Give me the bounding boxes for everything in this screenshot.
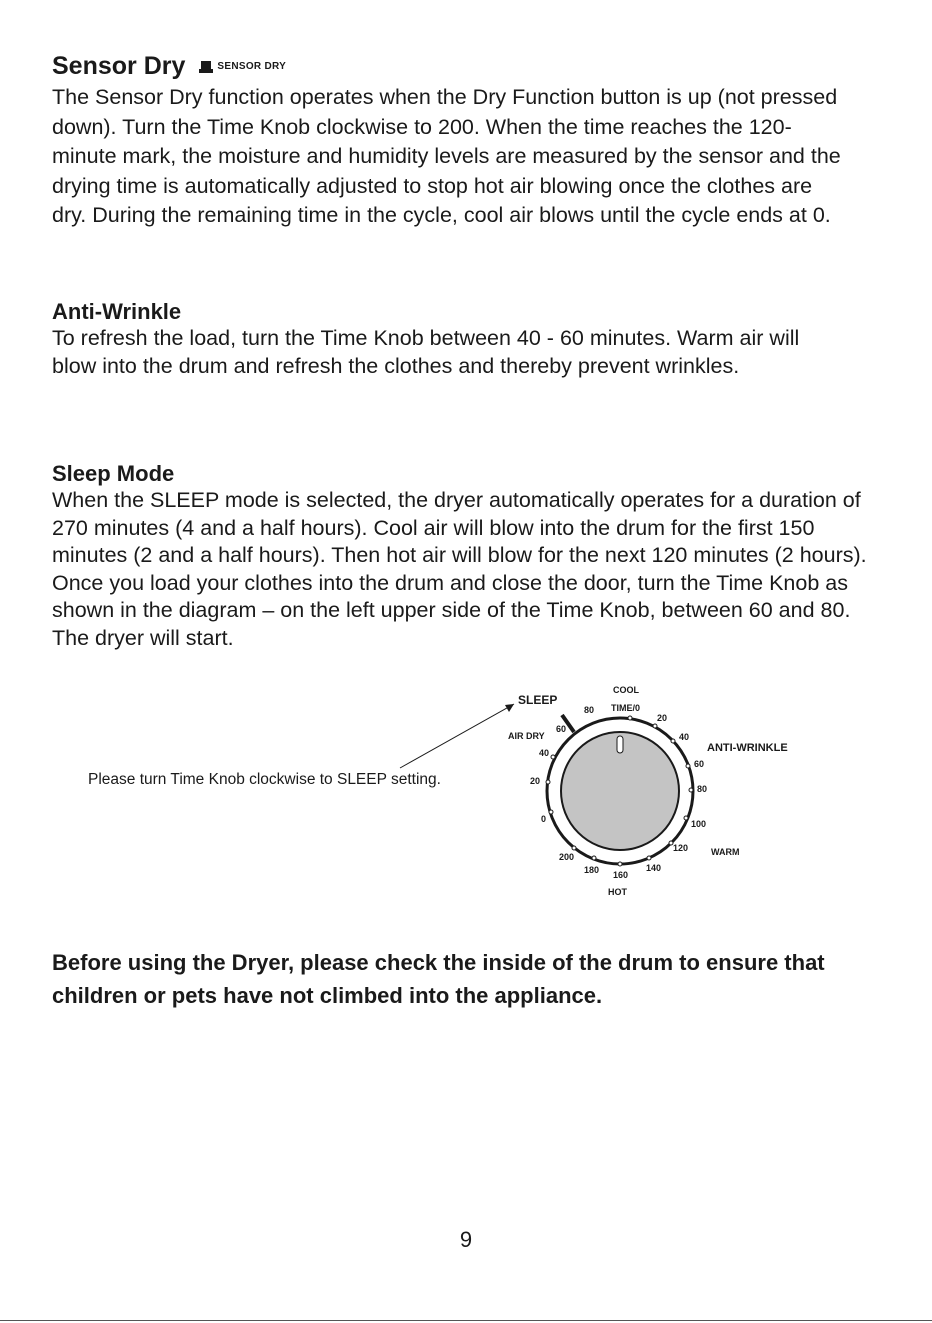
- tick-20-right: 20: [657, 713, 668, 723]
- tick-20-left: 20: [530, 776, 541, 786]
- sensor-dry-badge-label: SENSOR DRY: [217, 61, 287, 72]
- tick-40-right: 40: [679, 732, 690, 742]
- tick-80-left: 80: [584, 705, 595, 715]
- tick-60-right: 60: [694, 759, 705, 769]
- anti-wrinkle-label: ANTI-WRINKLE: [707, 742, 788, 754]
- cool-label: COOL: [613, 685, 639, 695]
- tick-160: 160: [613, 870, 629, 880]
- tick-120: 120: [673, 843, 689, 853]
- tick-140: 140: [646, 863, 662, 873]
- anti-wrinkle-heading: Anti-Wrinkle: [52, 299, 182, 324]
- hot-label: HOT: [608, 887, 627, 897]
- tick-180: 180: [584, 865, 600, 875]
- sleep-mode-heading: Sleep Mode: [52, 461, 175, 486]
- tick-0: 0: [541, 814, 547, 824]
- warm-label: WARM: [711, 847, 740, 857]
- pointer-line: [400, 704, 514, 768]
- diagram-caption: Please turn Time Knob clockwise to SLEEP setting.: [88, 771, 441, 788]
- tick-80-right: 80: [697, 784, 708, 794]
- tick-100: 100: [691, 819, 707, 829]
- sleep-label: SLEEP: [518, 693, 558, 707]
- tick-200: 200: [559, 852, 575, 862]
- air-dry-label: AIR DRY: [508, 731, 545, 741]
- sleep-mode-body: When the SLEEP mode is selected, the dryer automatically operates for a duration of 270 minutes (4 and a half hours). Cool air will blow into the drum for the first 150 minutes (2 and a half hours). Then hot air will blow for the next 120 minutes (2 hours). Once you load your clothes into the drum and close the door, turn the Time Knob as shown in the diagram – on the left upper side of the Time Knob, between 60 and 80. The dryer will start.: [52, 488, 867, 650]
- sensor-dry-body: The Sensor Dry function operates when the Dry Function button is up (not pressed down). Turn the Time Knob clockwise to 200. When the time reaches the 120-minute mark, the moisture and humidity levels are measured by the sensor and the drying time is automatically adjusted to stop hot air blowing once the clothes are dry. During the remaining time in the cycle, cool air blows until the cycle ends at 0.: [52, 85, 841, 228]
- anti-wrinkle-body: To refresh the load, turn the Time Knob between 40 - 60 minutes. Warm air will blow into the drum and refresh the clothes and thereby prevent wrinkles.: [52, 326, 800, 378]
- sensor-dry-heading: Sensor Dry: [52, 52, 186, 80]
- tick-60-left: 60: [556, 724, 567, 734]
- knob-indicator: [617, 736, 623, 753]
- time0-label: TIME/0: [611, 703, 641, 713]
- page-bottom-rule: [0, 1320, 932, 1321]
- tick-40-left: 40: [539, 748, 550, 758]
- safety-warning: Before using the Dryer, please check the inside of the drum to ensure that children or pets have not climbed into the appliance.: [52, 950, 825, 1008]
- page-number: 9: [459, 1227, 473, 1252]
